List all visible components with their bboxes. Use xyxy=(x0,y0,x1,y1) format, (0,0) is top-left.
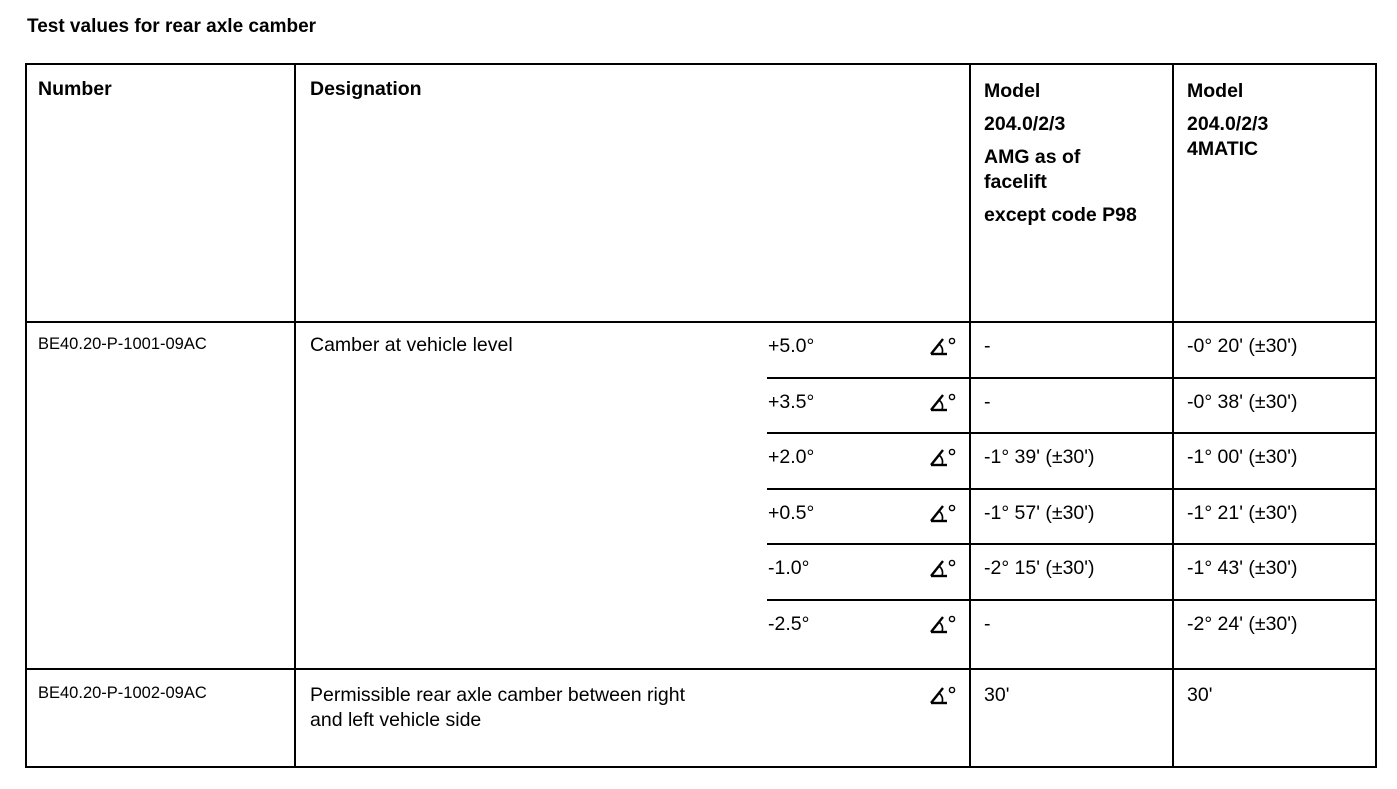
vehicle-level-value: +3.5° xyxy=(768,391,815,413)
page-title: Test values for rear axle camber xyxy=(27,16,317,37)
angle-degree-icon xyxy=(928,391,958,413)
row2-model-a: 30' xyxy=(984,684,1010,706)
model-b-value: -2° 24' (±30') xyxy=(1187,613,1298,635)
row2-model-b: 30' xyxy=(1187,684,1213,706)
angle-degree-icon xyxy=(928,557,958,579)
vehicle-level-value: -1.0° xyxy=(768,557,810,579)
angle-degree-icon xyxy=(928,446,958,468)
model-a-value: -1° 39' (±30') xyxy=(984,446,1095,468)
vehicle-level-value: +0.5° xyxy=(768,502,815,524)
header-designation: Designation xyxy=(310,78,422,100)
model-b-value: -0° 38' (±30') xyxy=(1187,391,1298,413)
header-number: Number xyxy=(38,78,112,100)
subrow-divider xyxy=(767,599,1377,601)
header-model-b xyxy=(1187,80,1268,161)
subrow-divider xyxy=(767,432,1377,434)
header-model-a-line: 204.0/2/3 xyxy=(984,113,1066,135)
row2-designation-line2: and left vehicle side xyxy=(310,709,482,731)
column-divider xyxy=(294,63,296,768)
model-a-value: -1° 57' (±30') xyxy=(984,502,1095,524)
angle-degree-icon xyxy=(928,335,958,357)
model-b-value: -0° 20' (±30') xyxy=(1187,335,1298,357)
model-a-value: - xyxy=(984,613,991,635)
subrow-divider xyxy=(767,488,1377,490)
model-a-value: - xyxy=(984,335,991,357)
angle-degree-icon xyxy=(928,502,958,524)
header-model-a xyxy=(984,80,1137,227)
model-b-value: -1° 43' (±30') xyxy=(1187,557,1298,579)
header-model-b-line: 4MATIC xyxy=(1187,138,1259,160)
header-model-b-line: 204.0/2/3 xyxy=(1187,113,1269,135)
subrow-divider xyxy=(767,377,1377,379)
angle-degree-icon xyxy=(928,613,958,635)
vehicle-level-value: +2.0° xyxy=(768,446,815,468)
row2-designation-line1: Permissible rear axle camber between right xyxy=(310,684,685,706)
header-model-a-line: AMG as of xyxy=(984,146,1081,168)
row-divider xyxy=(25,321,1377,323)
camber-table xyxy=(25,63,1377,768)
model-b-value: -1° 00' (±30') xyxy=(1187,446,1298,468)
column-divider xyxy=(969,63,971,768)
header-model-a-line: facelift xyxy=(984,171,1047,193)
vehicle-level-value: -2.5° xyxy=(768,613,810,635)
row1-number: BE40.20-P-1001-09AC xyxy=(38,335,207,353)
row1-designation: Camber at vehicle level xyxy=(310,334,513,356)
header-model-b-line: Model xyxy=(1187,80,1244,102)
vehicle-level-value: +5.0° xyxy=(768,335,815,357)
model-a-value: -2° 15' (±30') xyxy=(984,557,1095,579)
row-divider xyxy=(25,668,1377,670)
header-model-a-line: except code P98 xyxy=(984,204,1137,226)
model-a-value: - xyxy=(984,391,991,413)
header-model-a-line: Model xyxy=(984,80,1041,102)
subrow-divider xyxy=(767,543,1377,545)
angle-degree-icon xyxy=(928,684,958,706)
model-b-value: -1° 21' (±30') xyxy=(1187,502,1298,524)
row2-number: BE40.20-P-1002-09AC xyxy=(38,684,207,702)
column-divider xyxy=(1172,63,1174,768)
